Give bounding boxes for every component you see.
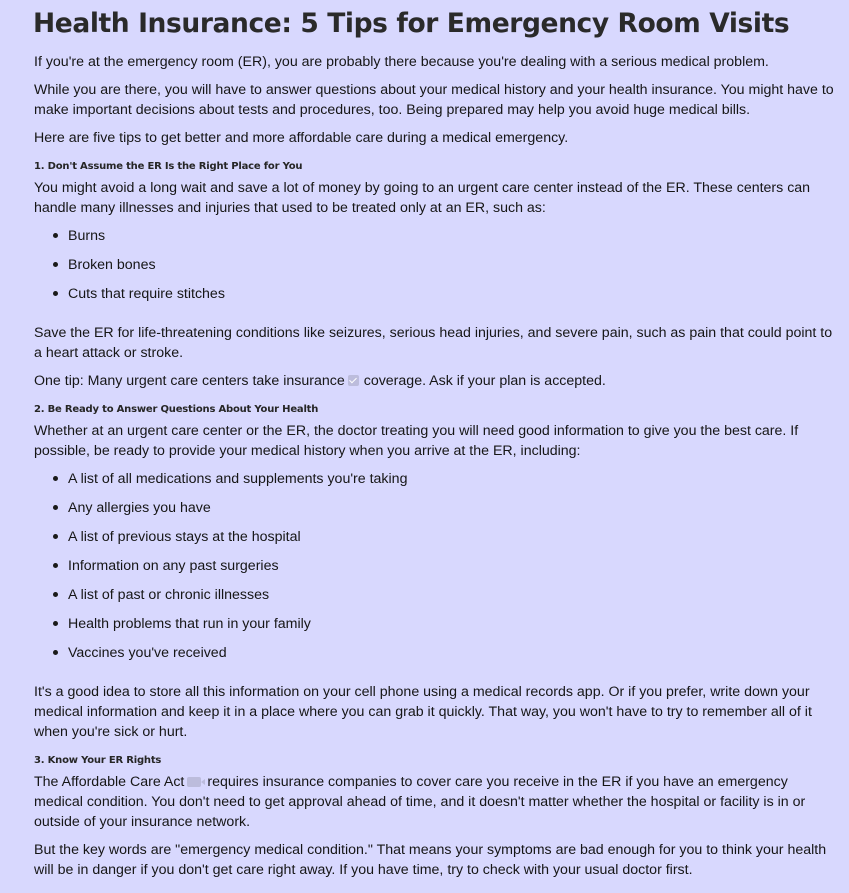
list-item: A list of past or chronic illnesses [68,585,835,614]
video-camera-icon[interactable] [187,777,201,787]
tip-3-paragraph-1 [34,772,835,832]
list-item: Burns [68,226,835,255]
tip-1-paragraph-3-start: One tip: Many urgent care centers take insurance [34,373,345,389]
page-title: Health Insurance: 5 Tips for Emergency Room Visits [33,8,790,39]
tip-2-list [34,469,835,672]
tip-3-heading: 3. Know Your ER Rights [34,755,162,766]
list-item: A list of all medications and supplements you're taking [68,469,835,498]
check-badge-icon[interactable] [348,375,359,386]
list-item: Vaccines you've received [68,643,835,672]
tip-2-heading: 2. Be Ready to Answer Questions About Your Health [34,404,319,415]
tip-1-paragraph-2: Save the ER for life-threatening conditions like seizures, serious head injuries, and severe pain, such as pain that could point to a heart attack or stroke. [34,325,833,361]
intro-paragraph-1: If you're at the emergency room (ER), you are probably there because you're dealing with a serious medical problem. [34,54,769,70]
tip-1-paragraph-1: You might avoid a long wait and save a lot of money by going to an urgent care center instead of the ER. These centers can handle many illnesses and injuries that used to be treated only at an ER, such as: [34,180,811,216]
intro-paragraph-3: Here are five tips to get better and more affordable care during a medical emergency. [34,130,569,146]
list-item: A list of previous stays at the hospital [68,527,835,556]
list-item: Health problems that run in your family [68,614,835,643]
intro-paragraph-2: While you are there, you will have to answer questions about your medical history and your health insurance. You might have to make important decisions about tests and procedures, too. Being prepared may help you avoid huge medical bills. [34,82,834,118]
tip-1-heading: 1. Don't Assume the ER Is the Right Place for You [34,161,303,172]
list-item: Any allergies you have [68,498,835,527]
tip-3-paragraph-2: But the key words are "emergency medical condition." That means your symptoms are bad enough for you to think your health will be in danger if you don't get care right away. If you have time, try to check with your usual doctor first. [34,842,827,878]
tip-2-paragraph-2: It's a good idea to store all this information on your cell phone using a medical records app. Or if you prefer, write down your medical information and keep it in a place where you can grab it quickly. That way, you won't have to try to remember all of it when you're sick or hurt. [34,684,812,740]
tip-3-paragraph-1-start: The Affordable Care Act [34,774,185,790]
tip-1-paragraph-3-end: coverage. Ask if your plan is accepted. [363,373,606,389]
tip-1-paragraph-3 [34,371,835,391]
list-item: Broken bones [68,255,835,284]
tip-3-paragraph-1-end: requires insurance companies to cover care you receive in the ER if you have an emergency medical condition. You don't need to get approval ahead of time, and it doesn't matter whether the hospital or facility is in or outside of your insurance network. [34,774,806,830]
tip-1-list [34,226,835,313]
list-item: Cuts that require stitches [68,284,835,313]
tip-2-paragraph-1: Whether at an urgent care center or the ER, the doctor treating you will need good information to give you the best care. If possible, be ready to provide your medical history when you arrive at the ER, including: [34,423,799,459]
list-item: Information on any past surgeries [68,556,835,585]
